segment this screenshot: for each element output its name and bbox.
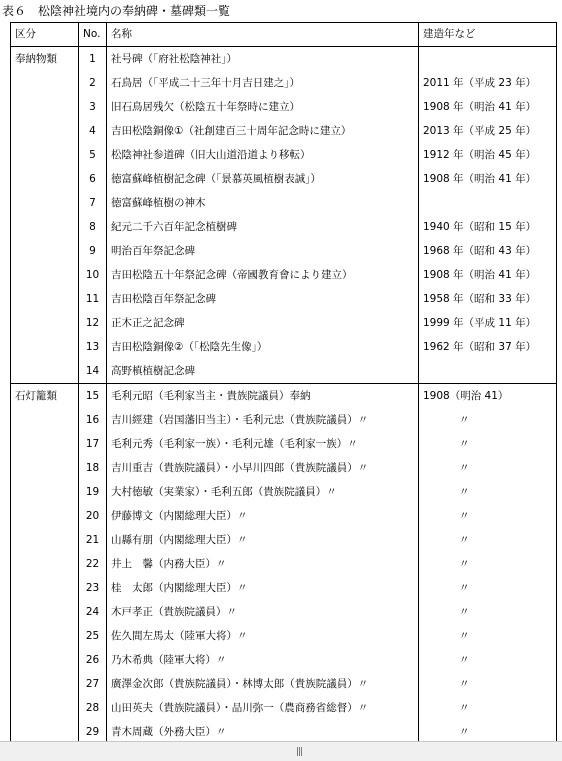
- category-cell: [11, 456, 79, 480]
- monument-name: 木戸孝正（貴族院議員）〃: [107, 600, 419, 624]
- monument-name: 廣澤金次郎（貴族院議員）・林博太郎（貴族院議員）〃: [107, 672, 419, 696]
- table-row: [11, 95, 557, 119]
- row-number: 8: [79, 215, 107, 239]
- category-cell: [11, 504, 79, 528]
- table-body: [11, 47, 557, 745]
- table-row: [11, 552, 557, 576]
- category-cell: [11, 432, 79, 456]
- table-header-row: [11, 23, 557, 47]
- table-row: [11, 71, 557, 95]
- row-number: 29: [79, 720, 107, 744]
- row-number: 28: [79, 696, 107, 720]
- monument-name: 徳富蘇峰植樹記念碑（「景慕英風植樹表誠」）: [107, 167, 419, 191]
- table-row: [11, 311, 557, 335]
- table-row: [11, 408, 557, 432]
- construction-year: 1968 年（昭和 43 年）: [419, 239, 557, 263]
- table-row: [11, 119, 557, 143]
- monument-name: 井上 馨（内務大臣）〃: [107, 552, 419, 576]
- category-cell: [11, 215, 79, 239]
- category-cell: [11, 696, 79, 720]
- row-number: 13: [79, 335, 107, 359]
- category-cell: [11, 263, 79, 287]
- monument-name: 徳富蘇峰植樹の神木: [107, 191, 419, 215]
- construction-year: 〃: [419, 408, 557, 432]
- table-row: [11, 263, 557, 287]
- row-number: 24: [79, 600, 107, 624]
- construction-year: 〃: [419, 624, 557, 648]
- category-cell: [11, 119, 79, 143]
- header-no: No.: [79, 23, 107, 47]
- category-cell: [11, 335, 79, 359]
- category-cell: 奉納物類: [11, 47, 79, 72]
- row-number: 1: [79, 47, 107, 72]
- construction-year: [419, 191, 557, 215]
- table-row: [11, 215, 557, 239]
- category-cell: 石灯籠類: [11, 384, 79, 409]
- construction-year: 〃: [419, 528, 557, 552]
- row-number: 17: [79, 432, 107, 456]
- monument-name: 吉川重吉（貴族院議員）・小早川四郎（貴族院議員）〃: [107, 456, 419, 480]
- row-number: 21: [79, 528, 107, 552]
- construction-year: 2013 年（平成 25 年）: [419, 119, 557, 143]
- monument-name: 吉川經建（岩国藩旧当主）・毛利元忠（貴族院議員）〃: [107, 408, 419, 432]
- category-cell: [11, 528, 79, 552]
- construction-year: 1908 年（明治 41 年）: [419, 95, 557, 119]
- category-cell: [11, 143, 79, 167]
- row-number: 19: [79, 480, 107, 504]
- table-row: [11, 432, 557, 456]
- row-number: 11: [79, 287, 107, 311]
- monument-name: 伊藤博文（内閣総理大臣）〃: [107, 504, 419, 528]
- table-row: [11, 335, 557, 359]
- table-row: [11, 600, 557, 624]
- table-row: [11, 456, 557, 480]
- category-cell: [11, 359, 79, 384]
- table-row: [11, 167, 557, 191]
- row-number: 7: [79, 191, 107, 215]
- monument-name: 旧石鳥居残欠（松陰五十年祭時に建立）: [107, 95, 419, 119]
- header-category: 区分: [11, 23, 79, 47]
- category-cell: [11, 600, 79, 624]
- table-row: [11, 528, 557, 552]
- construction-year: 1958 年（昭和 33 年）: [419, 287, 557, 311]
- construction-year: 1940 年（昭和 15 年）: [419, 215, 557, 239]
- category-cell: [11, 95, 79, 119]
- monument-name: 吉田松陰百年祭記念碑: [107, 287, 419, 311]
- construction-year: 1908（明治 41）: [419, 384, 557, 409]
- monument-name: 吉田松陰銅像②（「松陰先生像」）: [107, 335, 419, 359]
- row-number: 3: [79, 95, 107, 119]
- row-number: 12: [79, 311, 107, 335]
- table-row: [11, 648, 557, 672]
- table-row: [11, 504, 557, 528]
- construction-year: 〃: [419, 600, 557, 624]
- monument-name: 吉田松陰銅像①（社創建百三十周年記念時に建立）: [107, 119, 419, 143]
- construction-year: 〃: [419, 504, 557, 528]
- monument-name: 毛利元昭（毛利家当主・貴族院議員）奉納: [107, 384, 419, 409]
- monument-name: 社号碑（「府社松陰神社」）: [107, 47, 419, 72]
- monument-name: 桂 太郎（内閣総理大臣）〃: [107, 576, 419, 600]
- monument-name: 佐久間左馬太（陸軍大将）〃: [107, 624, 419, 648]
- category-cell: [11, 624, 79, 648]
- bottom-scrollbar[interactable]: [0, 741, 562, 761]
- row-number: 14: [79, 359, 107, 384]
- row-number: 16: [79, 408, 107, 432]
- monument-name: 正木正之記念碑: [107, 311, 419, 335]
- table-row: [11, 480, 557, 504]
- category-cell: [11, 576, 79, 600]
- table-row: [11, 47, 557, 72]
- resize-grip-icon[interactable]: |||: [296, 747, 303, 757]
- header-year: 建造年など: [419, 23, 557, 47]
- construction-year: 2011 年（平成 23 年）: [419, 71, 557, 95]
- row-number: 2: [79, 71, 107, 95]
- row-number: 9: [79, 239, 107, 263]
- construction-year: 〃: [419, 432, 557, 456]
- category-cell: [11, 191, 79, 215]
- row-number: 4: [79, 119, 107, 143]
- construction-year: 〃: [419, 552, 557, 576]
- row-number: 10: [79, 263, 107, 287]
- table-row: [11, 191, 557, 215]
- row-number: 5: [79, 143, 107, 167]
- construction-year: 〃: [419, 696, 557, 720]
- monument-name: 山田英夫（貴族院議員）・品川弥一（農商務省総督）〃: [107, 696, 419, 720]
- category-cell: [11, 311, 79, 335]
- header-name: 名称: [107, 23, 419, 47]
- category-cell: [11, 408, 79, 432]
- monument-name: 紀元二千六百年記念植樹碑: [107, 215, 419, 239]
- category-cell: [11, 672, 79, 696]
- monument-name: 高野槙植樹記念碑: [107, 359, 419, 384]
- table-row: [11, 287, 557, 311]
- construction-year: 〃: [419, 456, 557, 480]
- table-row: [11, 624, 557, 648]
- construction-year: 〃: [419, 720, 557, 744]
- construction-year: 〃: [419, 672, 557, 696]
- row-number: 15: [79, 384, 107, 409]
- construction-year: [419, 359, 557, 384]
- category-cell: [11, 480, 79, 504]
- category-cell: [11, 71, 79, 95]
- table-row: [11, 672, 557, 696]
- table-row: [11, 359, 557, 384]
- construction-year: 1912 年（明治 45 年）: [419, 143, 557, 167]
- row-number: 20: [79, 504, 107, 528]
- construction-year: 〃: [419, 480, 557, 504]
- category-cell: [11, 167, 79, 191]
- table-caption: 表６ 松陰神社境内の奉納碑・墓碑類一覧: [2, 4, 231, 18]
- monument-name: 吉田松陰五十年祭記念碑（帝國教育會により建立）: [107, 263, 419, 287]
- monument-name: 山縣有朋（内閣総理大臣）〃: [107, 528, 419, 552]
- table-row: [11, 239, 557, 263]
- monument-name: 大村徳敏（実業家）・毛利五郎（貴族院議員）〃: [107, 480, 419, 504]
- row-number: 26: [79, 648, 107, 672]
- category-cell: [11, 648, 79, 672]
- monuments-table: [10, 22, 557, 744]
- construction-year: 1999 年（平成 11 年）: [419, 311, 557, 335]
- monument-name: 青木周蔵（外務大臣）〃: [107, 720, 419, 744]
- construction-year: 1908 年（明治 41 年）: [419, 263, 557, 287]
- table-row: [11, 384, 557, 409]
- category-cell: [11, 239, 79, 263]
- monument-name: 松陰神社参道碑（旧大山道沿道より移転）: [107, 143, 419, 167]
- construction-year: [419, 47, 557, 72]
- table-row: [11, 143, 557, 167]
- row-number: 6: [79, 167, 107, 191]
- monument-name: 明治百年祭記念碑: [107, 239, 419, 263]
- row-number: 27: [79, 672, 107, 696]
- category-cell: [11, 552, 79, 576]
- construction-year: 〃: [419, 576, 557, 600]
- row-number: 22: [79, 552, 107, 576]
- row-number: 18: [79, 456, 107, 480]
- table-row: [11, 696, 557, 720]
- construction-year: 1908 年（明治 41 年）: [419, 167, 557, 191]
- table-row: [11, 576, 557, 600]
- category-cell: [11, 287, 79, 311]
- construction-year: 1962 年（昭和 37 年）: [419, 335, 557, 359]
- monument-name: 乃木希典（陸軍大将）〃: [107, 648, 419, 672]
- construction-year: 〃: [419, 648, 557, 672]
- monument-name: 毛利元秀（毛利家一族）・毛利元雄（毛利家一族）〃: [107, 432, 419, 456]
- row-number: 25: [79, 624, 107, 648]
- monument-name: 石鳥居（「平成二十三年十月吉日建之」）: [107, 71, 419, 95]
- row-number: 23: [79, 576, 107, 600]
